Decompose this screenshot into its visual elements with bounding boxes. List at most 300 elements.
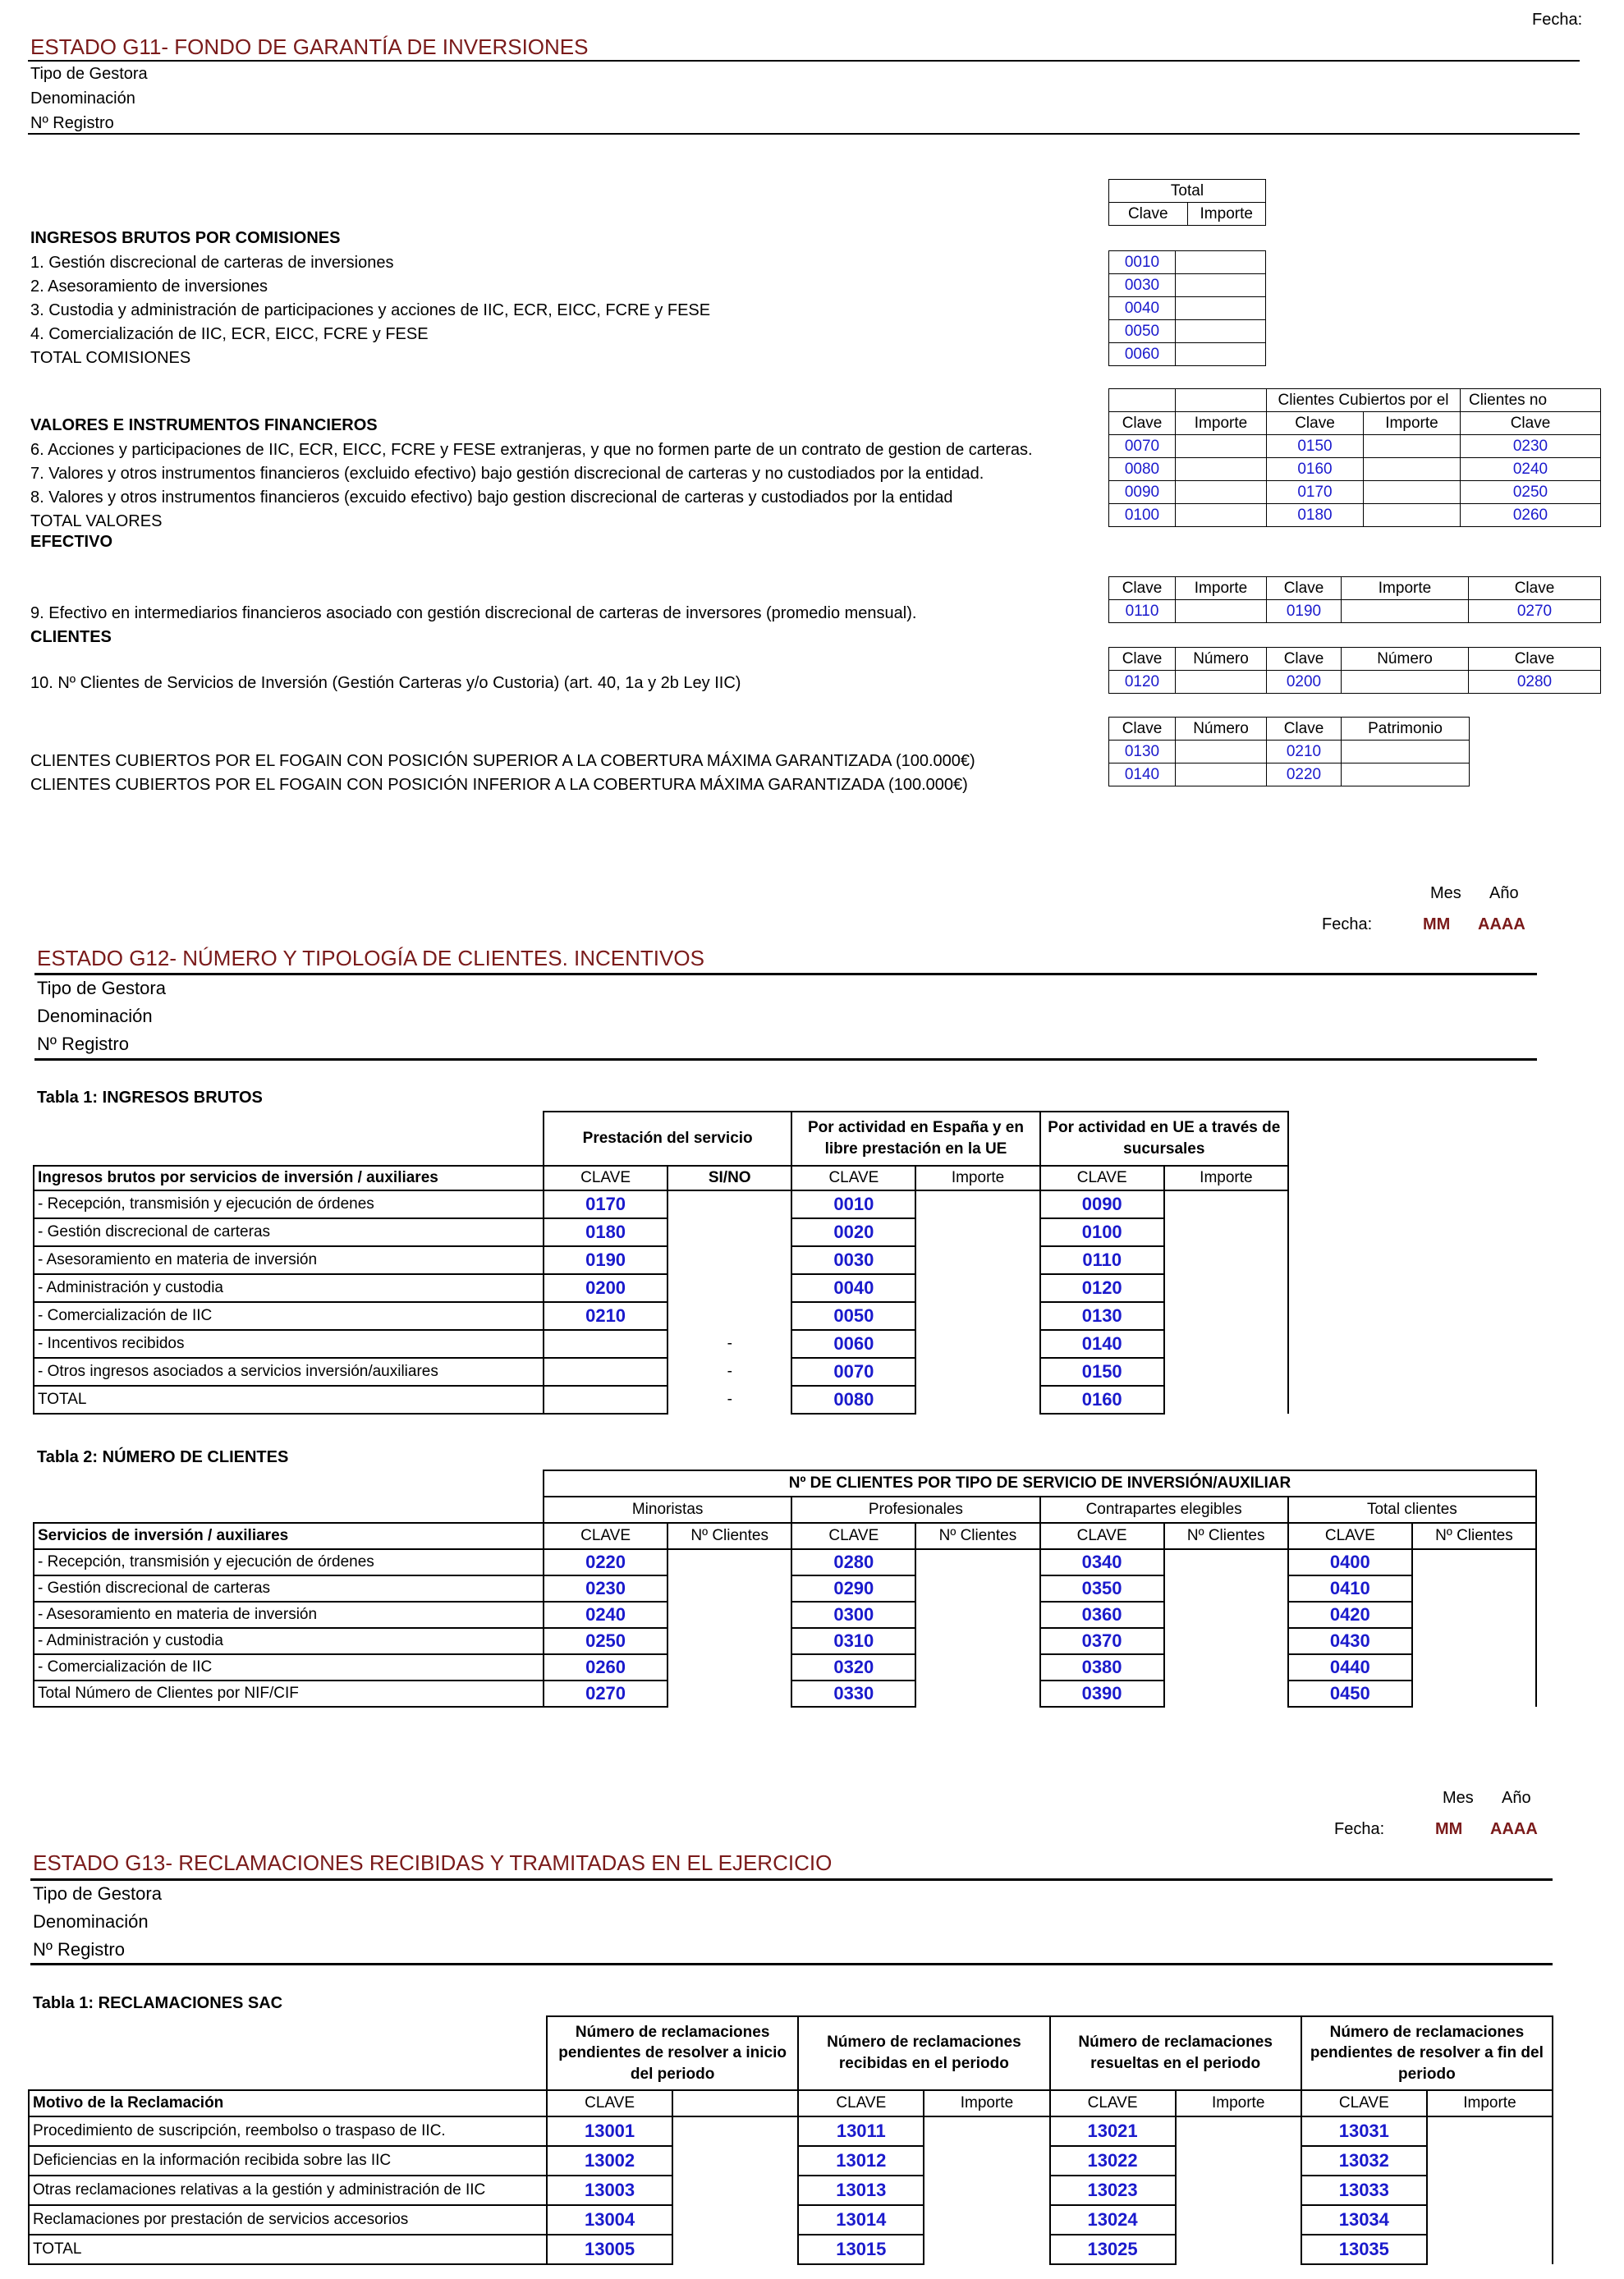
clave-cell: 0150 [1040,1358,1164,1386]
patrimonio-cell[interactable] [1342,741,1470,763]
importe-cell[interactable] [924,2205,1049,2235]
table-header-row [1109,389,1601,412]
clave-cell: 13022 [1050,2146,1176,2176]
clave-cell: 0010 [1109,251,1176,274]
group-header: Número de reclamaciones resueltas en el periodo [1050,2016,1301,2090]
table-header-row [34,1470,1536,1497]
clave-cell: 0170 [544,1190,667,1218]
importe-cell[interactable] [1176,2146,1301,2176]
num-clientes-cell[interactable] [1164,1654,1288,1681]
g11-efectivo-table [1108,576,1601,623]
table-row [1109,435,1601,458]
column-header: CLAVE [1050,2090,1176,2116]
column-header: Importe [1164,1166,1288,1190]
clave-cell: 0380 [1040,1654,1164,1681]
group-header: Número de reclamaciones recibidas en el periodo [798,2016,1049,2090]
group-header: Número de reclamaciones pendientes de resolver a inicio del periodo [547,2016,798,2090]
si-no-cell[interactable] [667,1190,791,1218]
importe-cell[interactable] [1164,1302,1288,1330]
num-clientes-cell[interactable] [1412,1681,1536,1707]
importe-cell[interactable] [1427,2205,1553,2235]
clave-cell: 0100 [1109,504,1176,527]
g12-mm: MM [1423,915,1451,933]
clave-cell: 0320 [791,1654,915,1681]
column-header: Nº Clientes [667,1523,791,1549]
importe-cell[interactable] [1427,2176,1553,2205]
ingresos-row-label: TOTAL COMISIONES [30,349,191,367]
group-header: Número de reclamaciones pendientes de resolver a fin del periodo [1301,2016,1553,2090]
clave-cell: 0080 [1109,458,1176,481]
table-row [34,1386,1288,1414]
num-clientes-cell[interactable] [1412,1654,1536,1681]
g12-t2-title: Tabla 2: NÚMERO DE CLIENTES [37,1448,289,1466]
blank-cell [34,1470,544,1497]
table-header-row [29,2016,1553,2090]
num-clientes-cell[interactable] [1412,1549,1536,1575]
importe-cell[interactable] [1364,435,1461,458]
si-no-cell[interactable]: - [667,1386,791,1414]
importe-cell[interactable] [1176,481,1267,504]
value-cell[interactable] [1176,671,1267,694]
g11-clientes-title: CLIENTES [30,628,112,646]
group-header: Profesionales [791,1497,1039,1523]
importe-cell[interactable] [1176,435,1267,458]
clave-cell: 0140 [1109,763,1176,786]
row-label: TOTAL [34,1386,544,1414]
clave-cell: 0090 [1109,481,1176,504]
g13-field-denominacion: Denominación [33,1911,149,1932]
num-clientes-cell[interactable] [1412,1575,1536,1602]
clave-cell: 0230 [1461,435,1601,458]
clave-cell: 13023 [1050,2176,1176,2205]
table-row [29,2146,1553,2176]
table-row [1109,741,1470,763]
numero-cell[interactable] [1176,763,1267,786]
row-label: - Asesoramiento en materia de inversión [34,1602,544,1628]
num-clientes-cell[interactable] [667,1654,791,1681]
clave-cell: 0370 [1040,1628,1164,1654]
row-label: - Gestión discrecional de carteras [34,1575,544,1602]
num-clientes-cell[interactable] [915,1628,1039,1654]
si-no-cell[interactable]: - [667,1330,791,1358]
clave-cell: 0070 [1109,435,1176,458]
clave-cell: 0110 [1040,1246,1164,1274]
table-header-row [34,1166,1288,1190]
clave-cell: 0010 [791,1190,915,1218]
column-header: Nº Clientes [915,1523,1039,1549]
importe-cell[interactable] [915,1190,1039,1218]
row-label: - Otros ingresos asociados a servicios inversión/auxiliares [34,1358,544,1386]
importe-cell[interactable] [1176,297,1266,320]
num-clientes-cell[interactable] [915,1654,1039,1681]
clave-cell: 13001 [547,2116,672,2146]
clave-cell: 0290 [791,1575,915,1602]
column-header: Clave [1267,718,1342,741]
importe-cell[interactable] [1176,274,1266,297]
num-clientes-cell[interactable] [667,1602,791,1628]
num-clientes-cell[interactable] [1412,1628,1536,1654]
num-clientes-cell[interactable] [667,1681,791,1707]
num-clientes-cell[interactable] [1164,1575,1288,1602]
group-header: Prestación del servicio [544,1112,791,1166]
column-header: Importe [1427,2090,1553,2116]
importe-cell[interactable] [1176,504,1267,527]
importe-cell[interactable] [1164,1386,1288,1414]
valores-row-label: 8. Valores y otros instrumentos financieros (excuido efectivo) bajo gestion discrecional de carteras y custodiados por la entidad [30,488,953,507]
num-clientes-cell[interactable] [915,1575,1039,1602]
g11-total-header: Total [1109,180,1266,203]
column-header: Importe [1364,412,1461,435]
clave-cell: 13021 [1050,2116,1176,2146]
column-header: Clave [1109,648,1176,671]
clave-cell: 0280 [791,1549,915,1575]
importe-cell[interactable] [915,1246,1039,1274]
clave-cell: 13031 [1301,2116,1427,2146]
importe-cell[interactable] [915,1358,1039,1386]
num-clientes-cell[interactable] [915,1549,1039,1575]
clave-cell: 0180 [1267,504,1364,527]
table-row [34,1246,1288,1274]
row-label: - Administración y custodia [34,1274,544,1302]
blank-cell [1109,389,1176,412]
table-header-row [34,1497,1536,1523]
valores-row-label: TOTAL VALORES [30,512,163,530]
table-row [1109,600,1601,623]
num-clientes-cell[interactable] [1164,1602,1288,1628]
clave-cell: 0240 [1461,458,1601,481]
column-header: Clave [1267,648,1342,671]
importe-cell[interactable] [1364,504,1461,527]
g12-field-tipo: Tipo de Gestora [37,978,166,998]
num-clientes-cell[interactable] [667,1575,791,1602]
clave-cell [544,1358,667,1386]
g11-field-denominacion: Denominación [30,89,135,108]
g12-clientes-table [33,1470,1537,1708]
g11-efectivo-title: EFECTIVO [30,533,113,551]
table-header-row [1109,412,1601,435]
clave-cell: 0220 [544,1549,667,1575]
blank-cell [29,2016,547,2090]
clave-cell: 0430 [1288,1628,1412,1654]
importe-cell[interactable] [1427,2146,1553,2176]
importe-cell[interactable] [1164,1274,1288,1302]
g13-field-tipo: Tipo de Gestora [33,1883,162,1904]
num-clientes-cell[interactable] [1412,1602,1536,1628]
column-header: CLAVE [798,2090,924,2116]
table-row [34,1274,1288,1302]
clave-cell: 13013 [798,2176,924,2205]
num-clientes-cell[interactable] [667,1628,791,1654]
column-header: Importe [1176,577,1267,600]
clave-cell: 0410 [1288,1575,1412,1602]
table-row [29,2205,1553,2235]
importe-cell[interactable] [672,2116,798,2146]
clave-cell: 0080 [791,1386,915,1414]
clave-cell: 0100 [1040,1218,1164,1246]
ingresos-row-label: 3. Custodia y administración de participaciones y acciones de IIC, ECR, EICC, FCRE y FESE [30,301,711,319]
clave-cell: 0400 [1288,1549,1412,1575]
importe-cell[interactable] [915,1218,1039,1246]
clave-cell: 13005 [547,2235,672,2264]
clave-cell: 0070 [791,1358,915,1386]
clave-cell: 0310 [791,1628,915,1654]
column-header: Número [1176,718,1267,741]
importe-cell[interactable] [1176,2116,1301,2146]
g11-efectivo-label: 9. Efectivo en intermediarios financieros asociado con gestión discrecional de carteras de inversores (promedio mensual). [30,604,917,622]
column-header: Patrimonio [1342,718,1470,741]
table-row [34,1549,1536,1575]
table-header-row [29,2090,1553,2116]
clave-cell: 0230 [544,1575,667,1602]
importe-cell[interactable] [1427,2116,1553,2146]
g12-ano-label: Año [1489,884,1519,902]
clave-cell: 0220 [1267,763,1342,786]
clave-cell: 0270 [1469,600,1601,623]
importe-cell[interactable] [924,2235,1049,2264]
ingresos-row-label: 2. Asesoramiento de inversiones [30,277,268,296]
clave-cell: 0030 [1109,274,1176,297]
importe-cell[interactable] [1164,1218,1288,1246]
g11-ingresos-table [1108,250,1266,366]
group-header: Por actividad en España y en libre prestación en la UE [791,1112,1039,1166]
blank-cell [34,1497,544,1523]
clave-cell: 0360 [1040,1602,1164,1628]
column-header: Número [1342,648,1469,671]
table-row [1109,504,1601,527]
importe-cell[interactable] [915,1330,1039,1358]
si-no-cell[interactable] [667,1302,791,1330]
clave-cell: 0050 [791,1302,915,1330]
clave-cell: 0140 [1040,1330,1164,1358]
row-header: Ingresos brutos por servicios de inversión / auxiliares [34,1166,544,1190]
column-header: Clave [1109,577,1176,600]
row-label: - Recepción, transmisión y ejecución de órdenes [34,1549,544,1575]
importe-cell[interactable] [1176,458,1267,481]
clave-cell: 0280 [1469,671,1601,694]
importe-cell[interactable] [1176,2235,1301,2264]
importe-cell[interactable] [672,2235,798,2264]
clave-cell: 0250 [1461,481,1601,504]
table-row [1109,251,1266,274]
column-header: CLAVE [791,1523,915,1549]
column-header: Clave [1109,718,1176,741]
importe-cell[interactable] [1164,1330,1288,1358]
si-no-cell[interactable]: - [667,1358,791,1386]
column-header: Importe [1176,412,1267,435]
table-header-row [1109,718,1470,741]
group-header: Por actividad en UE a través de sucursales [1040,1112,1288,1166]
g12-ingresos-table [33,1111,1289,1415]
table-row [29,2235,1553,2264]
num-clientes-cell[interactable] [667,1549,791,1575]
clave-cell: 0020 [791,1218,915,1246]
clave-cell: 0040 [791,1274,915,1302]
column-header: Nº Clientes [1412,1523,1536,1549]
clave-cell: 0060 [1109,343,1176,366]
table-row [34,1602,1536,1628]
clientes-no-header: Clientes no [1461,389,1601,412]
table-row [34,1358,1288,1386]
table-row [34,1330,1288,1358]
clave-cell: 13004 [547,2205,672,2235]
importe-cell[interactable] [924,2176,1049,2205]
g13-reclamaciones-table [28,2015,1553,2265]
fogain-row-label: CLIENTES CUBIERTOS POR EL FOGAIN CON POSICIÓN SUPERIOR A LA COBERTURA MÁXIMA GARANTIZADA (100.000€) [30,752,975,770]
num-clientes-cell[interactable] [1164,1549,1288,1575]
table-row [29,2116,1553,2146]
row-header: Motivo de la Reclamación [29,2090,547,2116]
clave-cell: 0420 [1288,1602,1412,1628]
g12-title-rule [34,973,1537,975]
row-label: Reclamaciones por prestación de servicios accesorios [29,2205,547,2235]
clave-cell: 0200 [1267,671,1342,694]
importe-cell[interactable] [915,1302,1039,1330]
table-row [29,2176,1553,2205]
value-cell[interactable] [1176,600,1267,623]
clave-cell: 0180 [544,1218,667,1246]
valores-row-label: 6. Acciones y participaciones de IIC, ECR, EICC, FCRE y FESE extranjeras, y que no formen parte de un contrato de gestion de carteras. [30,441,1033,459]
clave-cell [544,1330,667,1358]
g13-mm: MM [1435,1820,1463,1838]
clave-cell: 13034 [1301,2205,1427,2235]
value-cell[interactable] [1342,600,1469,623]
num-clientes-cell[interactable] [915,1681,1039,1707]
row-label: - Comercialización de IIC [34,1302,544,1330]
importe-cell[interactable] [1364,458,1461,481]
clave-cell: 0450 [1288,1681,1412,1707]
g12-field-denominacion: Denominación [37,1006,153,1026]
importe-cell[interactable] [1364,481,1461,504]
column-header: Clave [1469,577,1601,600]
table-row [34,1654,1536,1681]
column-header: Número [1176,648,1267,671]
table-header-row [34,1112,1288,1166]
table-row [1109,671,1601,694]
table-row [1109,274,1266,297]
column-header: Importe [915,1166,1039,1190]
g11-valores-table [1108,388,1601,527]
importe-cell[interactable] [1164,1246,1288,1274]
row-label: Procedimiento de suscripción, reembolso o traspaso de IIC. [29,2116,547,2146]
clave-cell: 0120 [1040,1274,1164,1302]
clave-cell: 0030 [791,1246,915,1274]
column-header: CLAVE [1288,1523,1412,1549]
importe-cell[interactable] [1176,2176,1301,2205]
si-no-cell[interactable] [667,1274,791,1302]
num-clientes-cell[interactable] [1164,1628,1288,1654]
column-header: Clave [1461,412,1601,435]
importe-cell[interactable] [915,1274,1039,1302]
num-clientes-cell[interactable] [1164,1681,1288,1707]
importe-cell[interactable] [1176,320,1266,343]
column-header: SI/NO [667,1166,791,1190]
clave-cell: 0160 [1267,458,1364,481]
table-row [34,1190,1288,1218]
clave-cell: 0350 [1040,1575,1164,1602]
table-row [34,1628,1536,1654]
row-label: Deficiencias en la información recibida sobre las IIC [29,2146,547,2176]
clave-cell: 13011 [798,2116,924,2146]
numero-cell[interactable] [1176,741,1267,763]
importe-cell[interactable] [1176,2205,1301,2235]
column-header: CLAVE [547,2090,672,2116]
row-label: - Administración y custodia [34,1628,544,1654]
g12-fecha-label: Fecha: [1322,915,1373,933]
g11-title-rule [28,60,1580,62]
row-label: TOTAL [29,2235,547,2264]
importe-cell[interactable] [1176,343,1266,366]
importe-cell[interactable] [672,2205,798,2235]
patrimonio-cell[interactable] [1342,763,1470,786]
si-no-cell[interactable] [667,1218,791,1246]
importe-cell[interactable] [915,1386,1039,1414]
clave-cell: 0150 [1267,435,1364,458]
importe-cell[interactable] [924,2146,1049,2176]
importe-cell[interactable] [924,2116,1049,2146]
importe-cell[interactable] [1176,251,1266,274]
clave-cell: 0060 [791,1330,915,1358]
group-header: Contrapartes elegibles [1040,1497,1288,1523]
table-header-row [1109,648,1601,671]
clave-cell: 0170 [1267,481,1364,504]
clave-cell: 13035 [1301,2235,1427,2264]
clave-cell: 0270 [544,1681,667,1707]
column-header: Importe [924,2090,1049,2116]
row-label: - Comercialización de IIC [34,1654,544,1681]
row-label: - Recepción, transmisión y ejecución de órdenes [34,1190,544,1218]
clave-cell: 0210 [544,1302,667,1330]
g11-total-header-table [1108,179,1266,226]
g13-mes-label: Mes [1443,1789,1474,1807]
clave-cell: 0440 [1288,1654,1412,1681]
importe-cell[interactable] [1427,2235,1553,2264]
row-label: - Incentivos recibidos [34,1330,544,1358]
importe-cell[interactable] [672,2176,798,2205]
column-header: CLAVE [544,1166,667,1190]
table-row [1109,763,1470,786]
g11-col-clave: Clave [1109,203,1188,226]
importe-cell[interactable] [1164,1358,1288,1386]
clave-cell: 0260 [1461,504,1601,527]
column-header: CLAVE [544,1523,667,1549]
importe-cell[interactable] [672,2146,798,2176]
clave-cell: 0130 [1109,741,1176,763]
table-row [1109,458,1601,481]
g13-fields-rule [30,1963,1553,1965]
table-row [1109,297,1266,320]
g12-fields-rule [34,1058,1537,1061]
clave-cell: 0300 [791,1602,915,1628]
g11-field-tipo: Tipo de Gestora [30,65,148,83]
g12-field-registro: Nº Registro [37,1034,129,1054]
column-header: CLAVE [791,1166,915,1190]
clave-cell: 0050 [1109,320,1176,343]
num-clientes-cell[interactable] [915,1602,1039,1628]
si-no-cell[interactable] [667,1246,791,1274]
super-header: Nº DE CLIENTES POR TIPO DE SERVICIO DE INVERSIÓN/AUXILIAR [544,1470,1536,1497]
clave-cell: 13025 [1050,2235,1176,2264]
column-header: Importe [1176,2090,1301,2116]
clave-cell: 0200 [544,1274,667,1302]
row-header: Servicios de inversión / auxiliares [34,1523,544,1549]
clave-cell [544,1386,667,1414]
value-cell[interactable] [1342,671,1469,694]
importe-cell[interactable] [1164,1190,1288,1218]
row-label: - Asesoramiento en materia de inversión [34,1246,544,1274]
g11-fields-rule [28,133,1580,135]
row-label: - Gestión discrecional de carteras [34,1218,544,1246]
clave-cell: 13033 [1301,2176,1427,2205]
